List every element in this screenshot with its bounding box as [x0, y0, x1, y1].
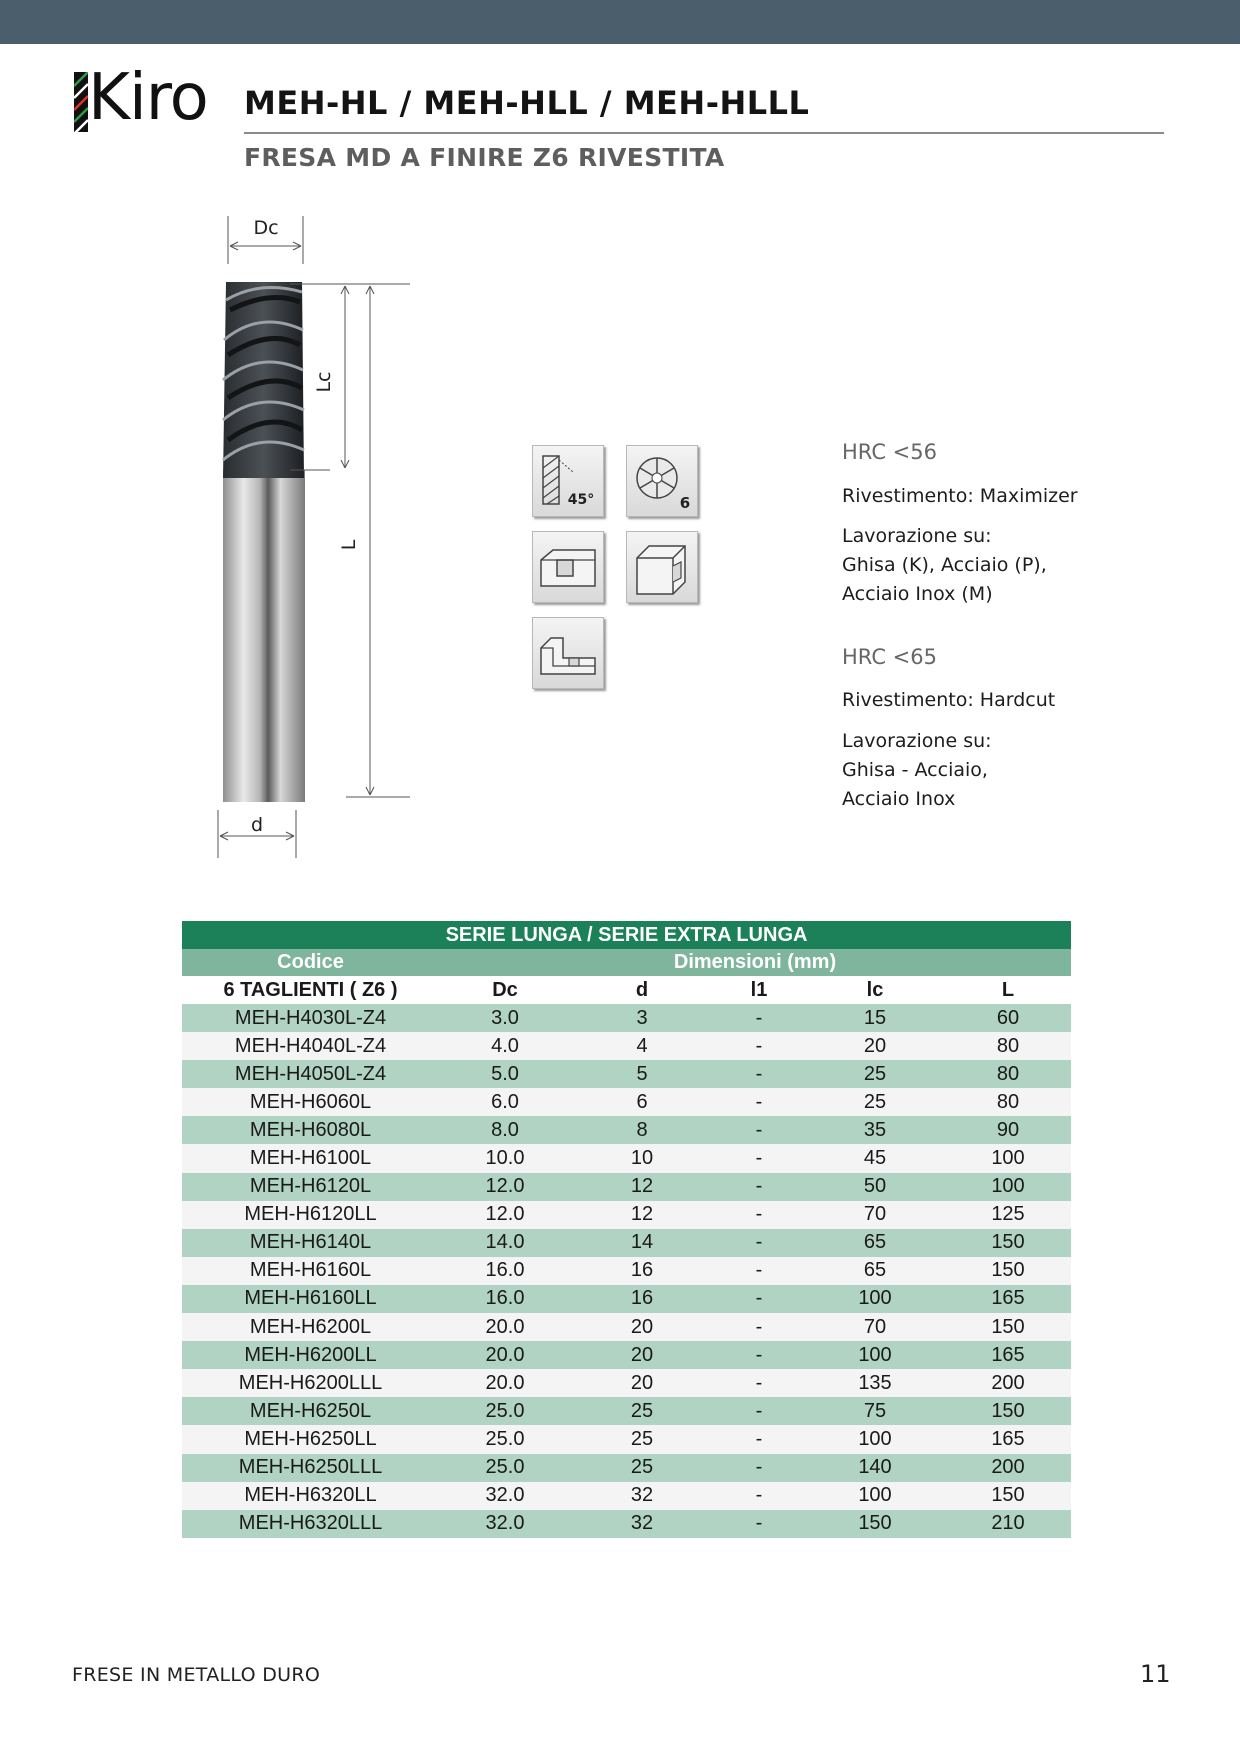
table-cell: 65	[805, 1229, 945, 1257]
hrc2-work-label: Lavorazione su:	[842, 730, 992, 752]
table-cell: 80	[945, 1032, 1071, 1060]
table-cell: 20	[571, 1341, 713, 1369]
hrc2-work-line2: Acciaio Inox	[842, 788, 956, 810]
dimensions-table	[182, 921, 1071, 1538]
kiro-logo	[74, 61, 208, 136]
table-cell: MEH-H6250L	[182, 1397, 439, 1425]
table-cell: 25	[571, 1397, 713, 1425]
table-cell: 150	[945, 1313, 1071, 1341]
end-mill-drawing	[190, 210, 410, 870]
table-cell: -	[713, 1313, 805, 1341]
table-cell: 60	[945, 1004, 1071, 1032]
table-cell: 25	[571, 1454, 713, 1482]
table-cell: MEH-H6200LL	[182, 1341, 439, 1369]
table-cell: MEH-H6200L	[182, 1313, 439, 1341]
table-cell: MEH-H6080L	[182, 1116, 439, 1144]
table-cell: 4	[571, 1032, 713, 1060]
table-cell: MEH-H6320LL	[182, 1482, 439, 1510]
table-cell: 80	[945, 1088, 1071, 1116]
table-cell: MEH-H6100L	[182, 1144, 439, 1172]
table-cell: -	[713, 1173, 805, 1201]
table-cell: 150	[945, 1397, 1071, 1425]
tool-shank	[223, 470, 305, 802]
table-cell: 6	[571, 1088, 713, 1116]
table-cell: 5	[571, 1060, 713, 1088]
table-cell: 125	[945, 1201, 1071, 1229]
table-row	[182, 1285, 1071, 1313]
table-cell: MEH-H6320LLL	[182, 1510, 439, 1538]
column-header: L	[945, 976, 1071, 1004]
table-cell: MEH-H6060L	[182, 1088, 439, 1116]
flutes-count-icon	[626, 445, 698, 517]
table-cell: 12	[571, 1173, 713, 1201]
table-cell: -	[713, 1088, 805, 1116]
table-row	[182, 1425, 1071, 1453]
table-cell: 150	[805, 1510, 945, 1538]
slotting-icon	[532, 531, 604, 603]
table-cell: 25	[805, 1060, 945, 1088]
table-row	[182, 1397, 1071, 1425]
table-cell: 50	[805, 1173, 945, 1201]
table-cell: 65	[805, 1257, 945, 1285]
column-header: lc	[805, 976, 945, 1004]
dc-label: Dc	[253, 217, 279, 239]
table-cell: 90	[945, 1116, 1071, 1144]
logo-stripes-icon	[74, 72, 88, 132]
hrc2-coating: Rivestimento: Hardcut	[842, 689, 1056, 711]
table-cell: MEH-H6120L	[182, 1173, 439, 1201]
table-row	[182, 1257, 1071, 1285]
table-cell: 150	[945, 1482, 1071, 1510]
table-row	[182, 1454, 1071, 1482]
d-label: d	[250, 814, 264, 836]
table-cell: 45	[805, 1144, 945, 1172]
table-cell: 100	[805, 1285, 945, 1313]
table-cell: 32.0	[439, 1482, 571, 1510]
table-cell: 32	[571, 1510, 713, 1538]
table-cell: 20.0	[439, 1369, 571, 1397]
table-cell: 165	[945, 1341, 1071, 1369]
table-cell: -	[713, 1032, 805, 1060]
table-cell: 210	[945, 1510, 1071, 1538]
table-cell: 3.0	[439, 1004, 571, 1032]
table-cell: MEH-H4050L-Z4	[182, 1060, 439, 1088]
logo-text: Kiro	[88, 61, 208, 135]
code-header: Codice	[182, 949, 439, 976]
table-cell: -	[713, 1116, 805, 1144]
table-cell: -	[713, 1425, 805, 1453]
table-cell: 25	[571, 1425, 713, 1453]
table-cell: 35	[805, 1116, 945, 1144]
table-row	[182, 1482, 1071, 1510]
hrc2-title: HRC <65	[842, 645, 937, 669]
table-cell: -	[713, 1229, 805, 1257]
table-cell: 20	[571, 1369, 713, 1397]
table-cell: -	[713, 1510, 805, 1538]
hrc1-title: HRC <56	[842, 440, 937, 464]
table-cell: 10	[571, 1144, 713, 1172]
table-cell: 8.0	[439, 1116, 571, 1144]
table-cell: -	[713, 1341, 805, 1369]
table-row	[182, 1144, 1071, 1172]
table-cell: -	[713, 1144, 805, 1172]
page-subtitle: FRESA MD A FINIRE Z6 RIVESTITA	[244, 143, 725, 172]
table-cell: 70	[805, 1201, 945, 1229]
dimensions-header: Dimensioni (mm)	[439, 949, 1071, 976]
table-cell: 14	[571, 1229, 713, 1257]
l-label: L	[338, 539, 360, 551]
table-cell: MEH-H4040L-Z4	[182, 1032, 439, 1060]
page-title: MEH-HL / MEH-HLL / MEH-HLLL	[244, 84, 810, 122]
table-cell: MEH-H6120LL	[182, 1201, 439, 1229]
profiling-icon	[626, 531, 698, 603]
table-cell: 200	[945, 1369, 1071, 1397]
table-cell: 100	[805, 1482, 945, 1510]
table-cell: -	[713, 1201, 805, 1229]
table-cell: 100	[945, 1144, 1071, 1172]
table-cell: 20.0	[439, 1341, 571, 1369]
table-cell: 80	[945, 1060, 1071, 1088]
table-row	[182, 1510, 1071, 1538]
table-cell: -	[713, 1397, 805, 1425]
table-cell: 20	[571, 1313, 713, 1341]
table-row	[182, 1116, 1071, 1144]
feature-icons	[530, 443, 710, 693]
column-header: Dc	[439, 976, 571, 1004]
table-cell: 8	[571, 1116, 713, 1144]
table-row	[182, 1341, 1071, 1369]
table-series-header	[182, 921, 1071, 949]
table-group-header	[182, 949, 1071, 976]
table-cell: -	[713, 1369, 805, 1397]
table-cell: 14.0	[439, 1229, 571, 1257]
title-divider	[244, 132, 1164, 134]
table-cell: MEH-H6200LLL	[182, 1369, 439, 1397]
table-cell: 20	[805, 1032, 945, 1060]
table-cell: 25	[805, 1088, 945, 1116]
table-cell: 75	[805, 1397, 945, 1425]
hrc1-work-line2: Acciaio Inox (M)	[842, 583, 993, 605]
table-cell: MEH-H6160LL	[182, 1285, 439, 1313]
series-title: SERIE LUNGA / SERIE EXTRA LUNGA	[182, 921, 1071, 949]
table-row	[182, 1369, 1071, 1397]
table-cell: 12	[571, 1201, 713, 1229]
helix-angle-label: 45°	[567, 492, 595, 508]
lc-label: Lc	[313, 371, 335, 393]
table-cell: 200	[945, 1454, 1071, 1482]
table-cell: 10.0	[439, 1144, 571, 1172]
table-cell: 3	[571, 1004, 713, 1032]
table-cell: 150	[945, 1229, 1071, 1257]
hrc1-work-label: Lavorazione su:	[842, 525, 992, 547]
table-cell: 150	[945, 1257, 1071, 1285]
table-cell: 16	[571, 1285, 713, 1313]
table-row	[182, 1004, 1071, 1032]
table-cell: 12.0	[439, 1201, 571, 1229]
table-cell: MEH-H6140L	[182, 1229, 439, 1257]
table-cell: -	[713, 1454, 805, 1482]
table-cell: 16.0	[439, 1257, 571, 1285]
hrc1-work-line1: Ghisa (K), Acciaio (P),	[842, 554, 1047, 576]
table-cell: 12.0	[439, 1173, 571, 1201]
top-bar	[0, 0, 1240, 44]
table-cell: 4.0	[439, 1032, 571, 1060]
table-row	[182, 1088, 1071, 1116]
helix-angle-icon	[532, 445, 604, 517]
table-cell: -	[713, 1004, 805, 1032]
table-cell: 20.0	[439, 1313, 571, 1341]
table-row	[182, 1201, 1071, 1229]
table-cell: 5.0	[439, 1060, 571, 1088]
table-cell: 15	[805, 1004, 945, 1032]
hrc1-coating: Rivestimento: Maximizer	[842, 485, 1078, 507]
column-header: 6 TAGLIENTI ( Z6 )	[182, 976, 439, 1004]
table-cell: MEH-H6250LL	[182, 1425, 439, 1453]
column-header: d	[571, 976, 713, 1004]
table-cell: 70	[805, 1313, 945, 1341]
table-cell: MEH-H6250LLL	[182, 1454, 439, 1482]
page-number: 11	[1140, 1660, 1171, 1688]
table-cell: 165	[945, 1285, 1071, 1313]
table-cell: 32.0	[439, 1510, 571, 1538]
column-header: l1	[713, 976, 805, 1004]
table-cell: -	[713, 1257, 805, 1285]
table-row	[182, 1032, 1071, 1060]
flutes-count-label: 6	[679, 494, 691, 512]
table-cell: 140	[805, 1454, 945, 1482]
table-cell: -	[713, 1482, 805, 1510]
hrc2-work-line1: Ghisa - Acciaio,	[842, 759, 988, 781]
table-cell: 100	[805, 1341, 945, 1369]
table-cell: MEH-H4030L-Z4	[182, 1004, 439, 1032]
table-cell: 6.0	[439, 1088, 571, 1116]
table-cell: 25.0	[439, 1425, 571, 1453]
table-cell: 32	[571, 1482, 713, 1510]
table-row	[182, 1313, 1071, 1341]
shoulder-milling-icon	[532, 617, 604, 689]
table-cell: 16.0	[439, 1285, 571, 1313]
table-cell: 100	[805, 1425, 945, 1453]
table-cell: 135	[805, 1369, 945, 1397]
table-row	[182, 1060, 1071, 1088]
footer-section-title: FRESE IN METALLO DURO	[72, 1664, 321, 1686]
table-cell: MEH-H6160L	[182, 1257, 439, 1285]
table-column-header	[182, 976, 1071, 1004]
table-row	[182, 1229, 1071, 1257]
table-cell: 165	[945, 1425, 1071, 1453]
table-cell: -	[713, 1060, 805, 1088]
table-cell: 25.0	[439, 1454, 571, 1482]
table-cell: 16	[571, 1257, 713, 1285]
table-cell: -	[713, 1285, 805, 1313]
table-row	[182, 1173, 1071, 1201]
table-cell: 100	[945, 1173, 1071, 1201]
table-cell: 25.0	[439, 1397, 571, 1425]
